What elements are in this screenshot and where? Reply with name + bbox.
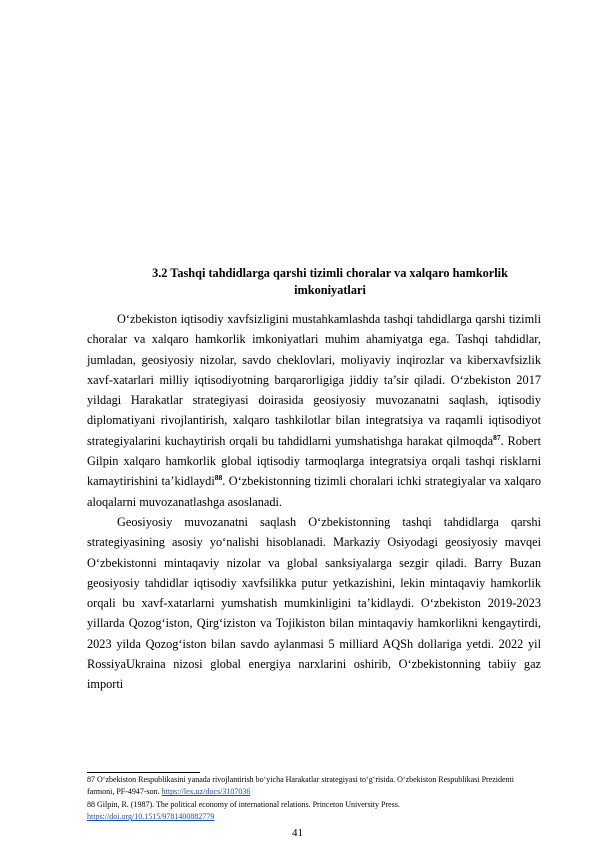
footnote-88 [87, 799, 541, 824]
footnote-ref-87[interactable]: 87 [493, 432, 501, 442]
paragraph-1-part-a: O‘zbekiston iqtisodiy xavfsizligini mustahkamlashda tashqi tahdidlarga qarshi tizimli choralar va xalqaro hamkorlik imkoniyatlari muhim ahamiyatga ega. Tashqi tahdidlar, jumladan, geosiyosiy nizolar, savdo cheklovlari, moliyaviy inqirozlar va kiberxavfsizlik xavf-xatarlari milliy iqtisodiyotning barqarorligiga jiddiy ta’sir qiladi. O‘zbekiston 2017 yildagi Harakatlar strategiyasi doirasida geosiyosiy muvozanatni saqlash, iqtisodiy diplomatiyani rivojlantirish, xalqaro tashkilotlar bilan integratsiya va raqamli iqtisodiyot strategiyalarini kuchaytirish orqali bu tahdidlarni yumshatishga harakat qilmoqda [87, 312, 541, 448]
footnote-87 [87, 774, 541, 799]
page-number: 41 [292, 827, 303, 839]
section-heading: 3.2 Tashqi tahdidlarga qarshi tizimli choralar va xalqaro hamkorlik imkoniyatlari [152, 266, 508, 297]
body-text [87, 309, 541, 695]
footnote-88-text: 88 Gilpin, R. (1987). The political economy of international relations. Princeton University Press. [87, 799, 400, 809]
footnote-87-text: 87 O‘zbekiston Respublikasini yanada rivojlantirish bo‘yicha Harakatlar strategiyasi to‘g‘risida. O‘zbekiston Respublikasi Prezidenti farmoni, PF-4947-son. [87, 775, 515, 797]
paragraph-1 [87, 309, 541, 512]
paragraph-1-part-b: . Robert Gilpin xalqaro hamkorlik global iqtisodiy tarmoqlarga integratsiya orqali tashqi risklarni kamaytirishini ta’kidlaydi [87, 433, 541, 489]
footnote-88-link[interactable]: https://doi.org/10.1515/9781400882779 [87, 812, 215, 822]
paragraph-2: Geosiyosiy muvozanatni saqlash O‘zbekistonning tashqi tahdidlarga qarshi strategiyasining asosiy yo‘nalishi hisoblanadi. Markaziy Osiyodagi geosiyosiy mavqei O‘zbekistonni mintaqaviy nizolar va global sanksiyalarga sezgir qiladi. Barry Buzan geosiyosiy tahdidlar iqtisodiy xavfsilikka putur yetkazishini, lekin mintaqaviy hamkorlik orqali bu xavf-xatarlarni yumshatish mumkinligini ta’kidlaydi. O‘zbekiston 2019-2023 yillarda Qozog‘iston, Qirg‘iziston va Tojikiston bilan mintaqaviy hamkorlikni kengaytirdi, 2023 yilda Qozog‘iston bilan savdo aylanmasi 5 milliard AQSh dollariga yetdi. 2022 yil RossiyaUkraina nizosi global energiya narxlarini oshirib, O‘zbekistonning tabiiy gaz importi [87, 514, 541, 692]
footnote-ref-88[interactable]: 88 [214, 473, 223, 483]
footnote-87-link[interactable]: https://lex.uz/docs/3107036 [161, 787, 251, 797]
paragraph-1-part-c: . O‘zbekistonning tizimli choralari ichki strategiyalar va xalqaro aloqalarni muvozanatlashga asoslanadi. [87, 474, 541, 509]
footnote-divider [87, 772, 200, 773]
footnotes [87, 774, 541, 824]
